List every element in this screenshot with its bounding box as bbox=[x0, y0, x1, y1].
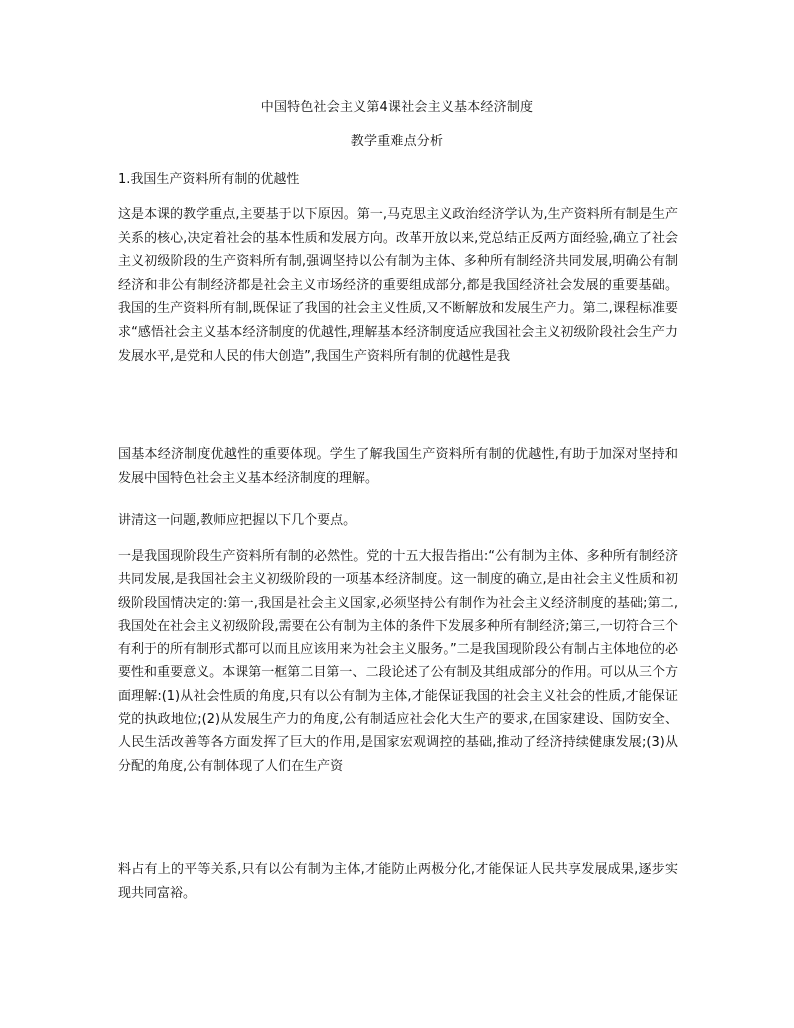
paragraph-5: 料占有上的平等关系,只有以公有制为主体,才能防止两极分化,才能保证人民共享发展成果,逐步实现共同富裕。 bbox=[118, 862, 678, 901]
document-subtitle: 教学重难点分析 bbox=[350, 134, 444, 149]
paragraph-4: 一是我国现阶段生产资料所有制的必然性。党的十五大报告指出:“公有制为主体、多种所有制经济共同发展,是我国社会主义初级阶段的一项基本经济制度。这一制度的确立,是由社会主义性质和初级阶段国情决定的:第一,我国是社会主义国家,必须坚持公有制作为社会主义经济制度的基础;第二,我国处在社会主义初级阶段,需要在公有制为主体的条件下发展多种所有制经济;第三,一切符合三个有利于的所有制形式都可以而且应该用来为社会主义服务。”二是我国现阶段公有制占主体地位的必要性和重要意义。本课第一框第二目第一、二段论述了公有制及其组成部分的作用。可以从三个方面理解:(1)从社会性质的角度,只有以公有制为主体,才能保证我国的社会主义社会的性质,才能保证党的执政地位;(2)从发展生产力的角度,公有制适应社会化大生产的要求,在国家建设、国防安全、人民生活改善等各方面发挥了巨大的作用,是国家宏观调控的基础,推动了经济持续健康发展;(3)从分配的角度,公有制体现了人们在生产资 bbox=[118, 549, 678, 774]
paragraph-2: 国基本经济制度优越性的重要体现。学生了解我国生产资料所有制的优越性,有助于加深对坚持和发展中国特色社会主义基本经济制度的理解。 bbox=[118, 447, 678, 486]
section-heading: 1.我国生产资料所有制的优越性 bbox=[118, 172, 300, 187]
paragraph-3: 讲清这一问题,教师应把握以下几个要点。 bbox=[118, 513, 357, 528]
paragraph-1: 这是本课的教学重点,主要基于以下原因。第一,马克思主义政治经济学认为,生产资料所有制是生产关系的核心,决定着社会的基本性质和发展方向。改革开放以来,党总结正反两方面经验,确立了社会主义初级阶段的生产资料所有制,强调坚持以公有制为主体、多种所有制经济共同发展,明确公有制经济和非公有制经济都是社会主义市场经济的重要组成部分,都是我国经济社会发展的重要基础。我国的生产资料所有制,既保证了我国的社会主义性质,又不断解放和发展生产力。第二,课程标准要求“感悟社会主义基本经济制度的优越性,理解基本经济制度适应我国社会主义初级阶段社会生产力发展水平,是党和人民的伟大创造”,我国生产资料所有制的优越性是我 bbox=[118, 207, 678, 364]
document-title: 中国特色社会主义第4课社会主义基本经济制度 bbox=[260, 100, 534, 115]
